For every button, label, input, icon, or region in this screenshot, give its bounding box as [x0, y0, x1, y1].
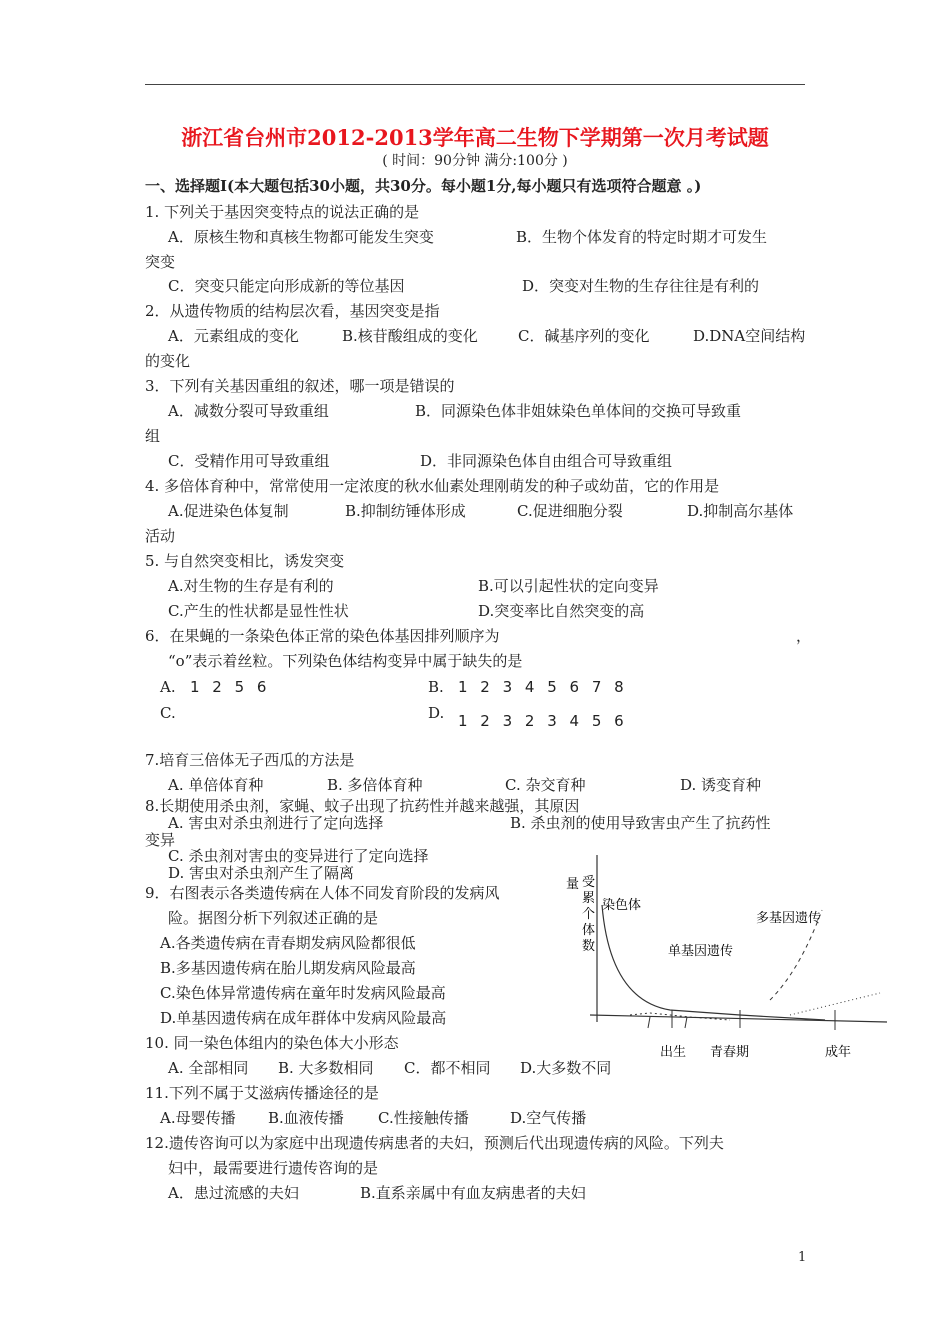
option: C．都不相同 — [404, 1059, 491, 1077]
option: C.性接触传播 — [378, 1109, 469, 1127]
option: A.母婴传播 — [160, 1109, 236, 1127]
tick-minor — [648, 1017, 650, 1028]
option: D.抑制高尔基体 — [687, 502, 794, 520]
option: A．元素组成的变化 — [168, 327, 299, 345]
option: B.多基因遗传病在胎儿期发病风险最高 — [160, 959, 416, 977]
page-number: 1 — [798, 1250, 807, 1265]
x-tick-birth: 出生 — [660, 1045, 687, 1060]
text-wrap: 突变 — [145, 253, 176, 271]
option: C．碱基序列的变化 — [518, 327, 650, 345]
question-7: 7.培育三倍体无子西瓜的方法是 — [145, 751, 355, 769]
text-wrap: 的变化 — [145, 352, 191, 370]
option: C. 杂交育种 — [505, 776, 586, 794]
option: D. 诱变育种 — [680, 776, 762, 794]
page-subtitle: ( 时间：90分钟 满分:100分 ) — [382, 153, 568, 169]
option: A.促进染色体复制 — [168, 502, 289, 520]
curve-label-single: 单基因遗传 — [668, 944, 734, 959]
comma: ， — [796, 627, 812, 645]
section-heading: 一、选择题Ⅰ(本大题包括30小题，共30分。每小题1分,每小题只有选项符合题意 。) — [145, 177, 702, 195]
disease-risk-figure — [560, 850, 890, 1065]
y-label-b3: 体 — [582, 923, 596, 938]
option: D.突变率比自然突变的高 — [478, 602, 645, 620]
option: A. 全部相同 — [168, 1059, 249, 1077]
option: B.可以引起性状的定向变异 — [478, 577, 659, 595]
option: D.DNA空间结构 — [693, 327, 806, 345]
option: D．非同源染色体自由组合可导致重组 — [420, 452, 673, 470]
gene-sequence: 1 2 3 2 3 4 5 6 — [458, 712, 628, 730]
question-12: 12.遗传咨询可以为家庭中出现遗传病患者的夫妇，预测后代出现遗传病的风险。下列夫 — [145, 1134, 724, 1152]
text-wrap: 险。据图分析下列叙述正确的是 — [168, 909, 379, 927]
y-label-b2: 个 — [582, 907, 596, 922]
option-label: B. — [428, 678, 444, 696]
option-label: D. — [428, 704, 445, 722]
option: B.直系亲属中有血友病患者的夫妇 — [360, 1184, 586, 1202]
text-wrap: “o”表示着丝粒。下列染色体结构变异中属于缺失的是 — [168, 652, 523, 670]
option: D. 害虫对杀虫剂产生了隔离 — [168, 864, 355, 882]
y-label-b0: 受 — [582, 875, 596, 890]
question-3: 3．下列有关基因重组的叙述，哪一项是错误的 — [145, 377, 455, 395]
text-wrap: 变异 — [145, 831, 176, 849]
question-11: 11.下列不属于艾滋病传播途径的是 — [145, 1084, 379, 1102]
question-5: 5. 与自然突变相比，诱发突变 — [145, 552, 345, 570]
option: B. 大多数相同 — [278, 1059, 374, 1077]
y-label-b4: 数 — [582, 939, 596, 954]
option: D.大多数不同 — [520, 1059, 612, 1077]
option: C. 杀虫剂对害虫的变异进行了定向选择 — [168, 847, 429, 865]
option: B. 杀虫剂的使用导致害虫产生了抗药性 — [510, 814, 771, 832]
gene-sequence: 1 2 3 4 5 6 7 8 — [458, 678, 628, 696]
text-wrap: 妇中，最需要进行遗传咨询的是 — [168, 1159, 379, 1177]
option: A.对生物的生存是有利的 — [168, 577, 334, 595]
curve-label-chromosome: 染色体 — [602, 898, 642, 913]
option-label: A. — [160, 678, 176, 696]
question-4: 4. 多倍体育种中，常常使用一定浓度的秋水仙素处理刚萌发的种子或幼苗，它的作用是 — [145, 477, 720, 495]
option: D.单基因遗传病在成年群体中发病风险最高 — [160, 1009, 447, 1027]
question-6: 6．在果蝇的一条染色体正常的染色体基因排列顺序为 — [145, 627, 500, 645]
option: C.促进细胞分裂 — [517, 502, 623, 520]
x-tick-adult: 成年 — [825, 1045, 852, 1060]
curve-label-multigene: 多基因遗传 — [756, 911, 822, 926]
option: B.血液传播 — [268, 1109, 344, 1127]
option: A.各类遗传病在青春期发病风险都很低 — [160, 934, 416, 952]
option: D.空气传播 — [510, 1109, 587, 1127]
option: A. 单倍体育种 — [168, 776, 264, 794]
tick-minor — [685, 1017, 687, 1028]
text-wrap: 活动 — [145, 527, 176, 545]
top-rule — [145, 84, 805, 85]
option: C．受精作用可导致重组 — [168, 452, 330, 470]
question-10: 10. 同一染色体组内的染色体大小形态 — [145, 1034, 399, 1052]
option: C.染色体异常遗传病在童年时发病风险最高 — [160, 984, 446, 1002]
option: B．生物个体发育的特定时期才可发生 — [516, 228, 768, 246]
option: C.产生的性状都是显性性状 — [168, 602, 349, 620]
y-label-b1: 累 — [582, 891, 596, 906]
option: B.核苷酸组成的变化 — [342, 327, 478, 345]
option: A. 害虫对杀虫剂进行了定向选择 — [168, 814, 384, 832]
option: A．原核生物和真核生物都可能发生突变 — [168, 228, 434, 246]
x-axis — [590, 1015, 887, 1022]
text-wrap: 组 — [145, 427, 161, 445]
option: B. 多倍体育种 — [327, 776, 423, 794]
y-label-a: 量 — [566, 877, 580, 892]
option-label: C. — [160, 704, 176, 722]
question-8: 8.长期使用杀虫剂，家蝇、蚊子出现了抗药性并越来越强，其原因 — [145, 797, 580, 815]
option: A．患过流感的夫妇 — [168, 1184, 299, 1202]
question-1: 1. 下列关于基因突变特点的说法正确的是 — [145, 203, 420, 221]
x-tick-puberty: 青春期 — [710, 1045, 750, 1060]
page-title: 浙江省台州市2012-2013学年高二生物下学期第一次月考试题 — [181, 125, 769, 150]
option: B．同源染色体非姐妹染色单体间的交换可导致重 — [415, 402, 742, 420]
question-9: 9．右图表示各类遗传病在人体不同发育阶段的发病风 — [145, 884, 500, 902]
option: C．突变只能定向形成新的等位基因 — [168, 277, 405, 295]
question-2: 2．从遗传物质的结构层次看，基因突变是指 — [145, 302, 440, 320]
option: D．突变对生物的生存往往是有利的 — [522, 277, 760, 295]
option: A．减数分裂可导致重组 — [168, 402, 329, 420]
gene-sequence: 1 2 5 6 — [190, 678, 271, 696]
option: B.抑制纺锤体形成 — [345, 502, 466, 520]
